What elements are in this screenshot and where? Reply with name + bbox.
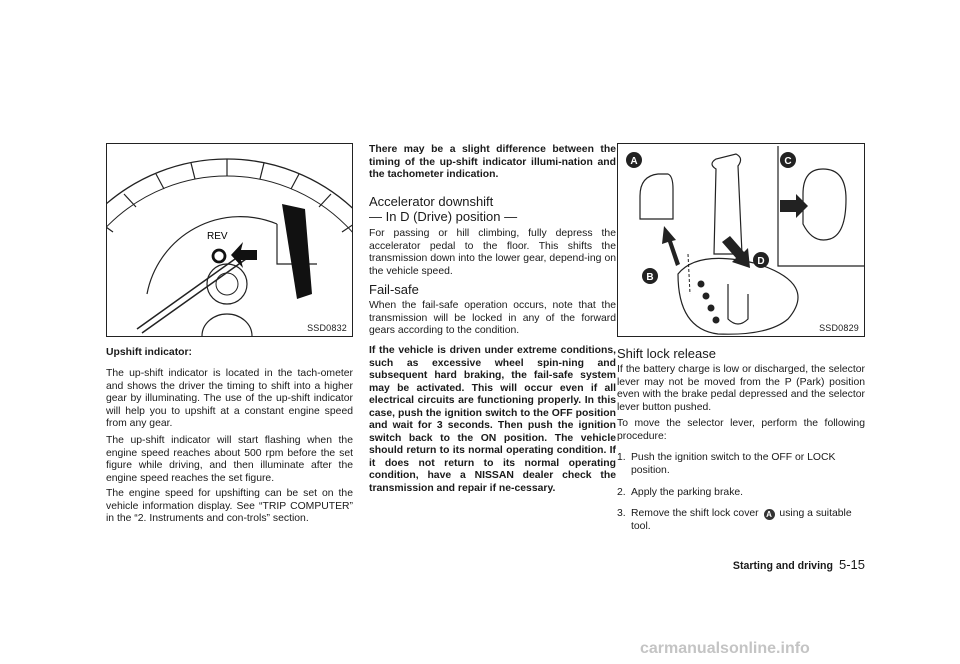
- figure-code: SSD0832: [307, 323, 347, 333]
- list-item: 2. Apply the parking brake.: [617, 487, 744, 498]
- tachometer-illustration: [107, 144, 352, 336]
- shift-lock-figure: [617, 143, 865, 337]
- downshift-heading-line2: — In D (Drive) position —: [369, 208, 518, 224]
- watermark: carmanualsonline.info: [640, 640, 810, 657]
- upshift-heading: Upshift indicator:: [106, 347, 193, 358]
- page-footer: [700, 557, 865, 572]
- upshift-paragraph-1: The up-shift indicator is located in the tach-ometer and shows the driver the timing to shift into a higher gear by illuminating. The use of the up-shift indicator will help you to upshift at a constant engine speed from any gear.: [106, 368, 353, 430]
- shift-lock-heading: Shift lock release: [617, 346, 716, 361]
- list-item: 1. Push the ignition switch to the OFF or LOCK position.: [617, 452, 836, 476]
- tachometer-figure: [106, 143, 353, 337]
- label-b: B: [646, 272, 654, 283]
- ref-a-icon: A: [764, 509, 775, 520]
- failsafe-warning: If the vehicle is driven under extreme conditions, such as excessive wheel spin-ning and subsequent hard braking, the fail-safe system may be activated. This will occur even if all electrical circuits are functioning properly. In this case, push the ignition switch to the OFF position and wait for 3 seconds. Then push the ignition switch back to the ON position. The vehicle should return to its normal operating condition. If it does not return to its normal operating condition, have a NISSAN dealer check the transmission and repair if ne-cessary.: [369, 345, 616, 494]
- failsafe-paragraph: When the fail-safe operation occurs, note that the transmission will be locked in any of the forward gears according to the condition.: [369, 300, 616, 337]
- label-c: C: [784, 156, 792, 167]
- downshift-heading-line1: Accelerator downshift: [369, 194, 494, 209]
- page-number: 5-15: [838, 557, 865, 572]
- downshift-paragraph: For passing or hill climbing, fully depress the accelerator pedal to the floor. This shifts the transmission down into the lower gear, depend-ing on the vehicle speed.: [369, 228, 616, 277]
- upshift-paragraph-2: The up-shift indicator will start flashing when the engine speed reaches about 500 rpm before the set figure while driving, and then illuminate after the engine speed reaches the set figure.: [106, 435, 353, 484]
- timing-note: There may be a slight difference between the timing of the up-shift indicator illumi-nation and the tachometer indication.: [369, 144, 616, 180]
- shift-lock-illustration: [618, 144, 864, 336]
- shift-lock-paragraph-2: To move the selector lever, perform the following procedure:: [617, 418, 865, 442]
- rev-label: REV: [207, 231, 228, 242]
- list-item: 3. Remove the shift lock cover A using a suitable tool.: [617, 508, 852, 532]
- label-d: D: [757, 256, 765, 267]
- label-a: A: [630, 156, 638, 167]
- figure-code: SSD0829: [819, 323, 859, 333]
- upshift-paragraph-3: The engine speed for upshifting can be set on the vehicle information display. See “TRIP COMPUTER” in the “2. Instruments and con-trols” section.: [106, 488, 353, 525]
- failsafe-heading: Fail-safe: [369, 282, 419, 297]
- shift-lock-paragraph-1: If the battery charge is low or discharged, the selector lever may not be moved from the P (Park) position even with the brake pedal depressed and the selector lever button pushed.: [617, 364, 865, 413]
- section-title: Starting and driving: [732, 560, 833, 572]
